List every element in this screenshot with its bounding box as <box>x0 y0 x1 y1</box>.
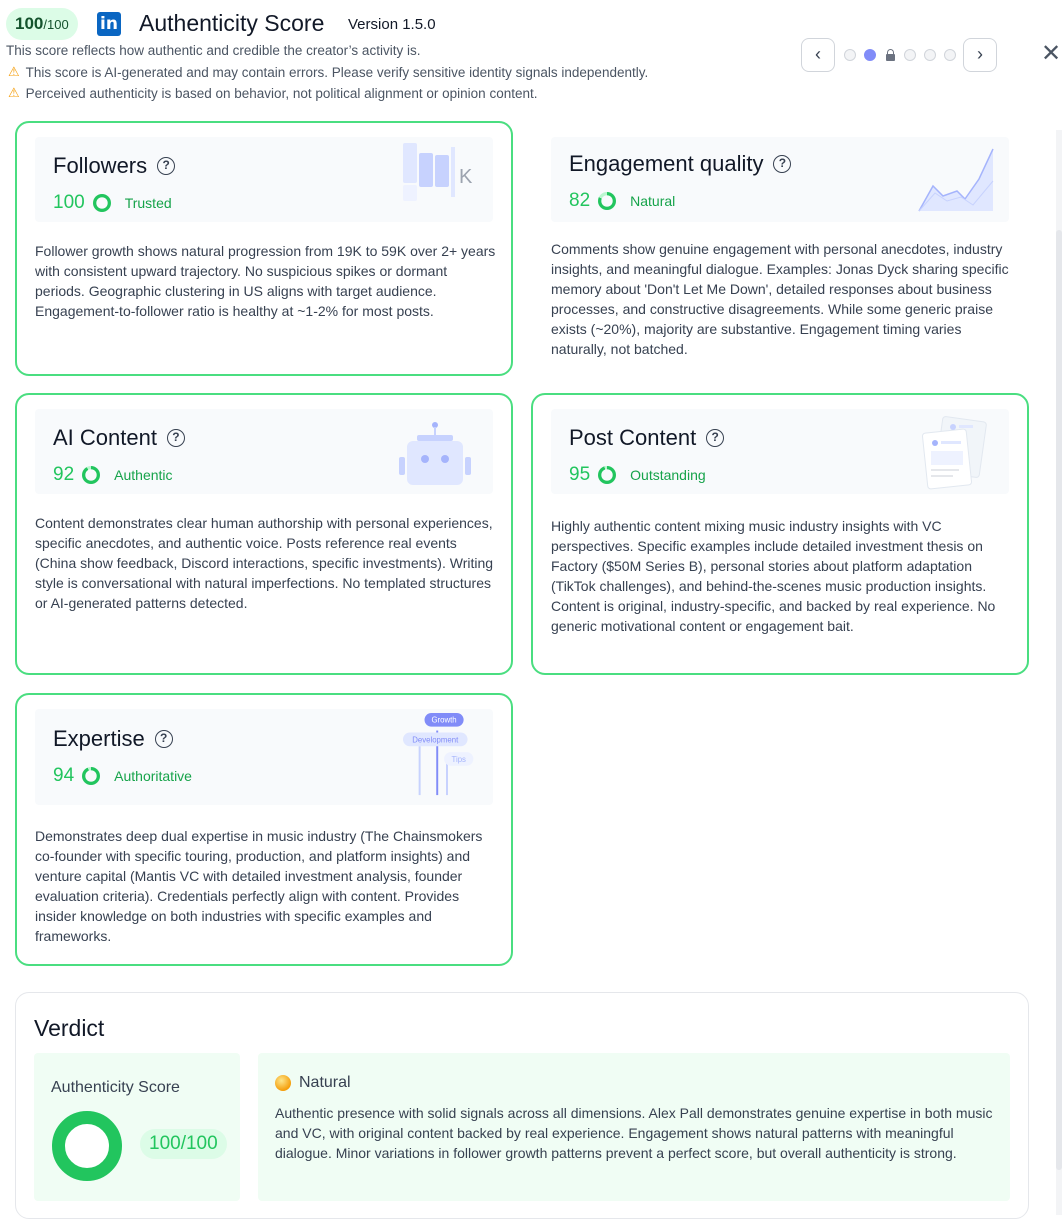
card-title: Engagement quality <box>569 151 764 176</box>
card-expertise <box>15 693 513 966</box>
scrollbar-thumb[interactable] <box>1056 230 1062 1170</box>
close-icon: ✕ <box>1041 40 1062 67</box>
score-ring-icon <box>598 192 616 210</box>
coin-icon <box>275 1075 291 1091</box>
card-title-row <box>569 425 724 451</box>
verdict-summary-text: Authentic presence with solid signals across all dimensions. Alex Pall demonstrates genuine expertise in both music and VC, with original content backed by real experience. Engagement shows natural patterns with meaningful dialogue. Minor variations in follower growth patterns prevent a perfect score, but overall authenticity is strong. <box>275 1105 993 1161</box>
score-label: Authoritative <box>114 768 192 784</box>
robot-icon <box>395 413 485 490</box>
card-title: Followers <box>53 153 148 178</box>
next-button[interactable] <box>963 38 997 72</box>
card-header <box>35 709 493 805</box>
score-label: Outstanding <box>630 467 706 483</box>
page-title: Authenticity Score <box>139 10 325 36</box>
card-engagement <box>531 121 1029 376</box>
pager-dot[interactable] <box>844 49 856 61</box>
lock-icon <box>884 49 896 61</box>
card-title: Post Content <box>569 425 697 450</box>
posts-icon <box>911 413 1001 490</box>
score-description: This score reflects how authentic and credible the creator’s activity is. <box>6 43 421 58</box>
card-title: Expertise <box>53 726 145 751</box>
score-ring-icon <box>82 466 100 484</box>
card-title-row <box>53 153 175 179</box>
help-icon[interactable]: ? <box>167 429 185 447</box>
card-post-content <box>531 393 1029 675</box>
score-value: 92 <box>53 464 75 485</box>
warning-icon: ⚠ <box>8 85 20 100</box>
verdict-title: Verdict <box>34 1015 105 1041</box>
overall-score-max: /100 <box>43 17 69 32</box>
score-donut-icon <box>52 1111 122 1181</box>
score-ring-icon <box>93 194 111 212</box>
score-label: Trusted <box>124 195 172 211</box>
card-body: Follower growth shows natural progression from 19K to 59K over 2+ years with consistent upward trajectory. No suspicious spikes or dormant periods. Geographic clustering in US aligns with target audience. Engagement-to-follower ratio is healthy at ~1-2% for most posts. <box>35 243 496 319</box>
verdict-category <box>275 1074 351 1092</box>
verdict-panel <box>15 992 1029 1219</box>
card-title: AI Content <box>53 425 157 450</box>
card-score <box>53 192 172 214</box>
verdict-category-label: Natural <box>299 1074 351 1091</box>
card-body: Content demonstrates clear human authorship with personal experiences, specific anecdotes, and authentic voice. Posts reference real events (China show feedback, Discord interactions, specific investments). Writing style is conversational with natural imperfections. No templated structures or AI-generated patterns detected. <box>35 515 494 611</box>
help-icon[interactable]: ? <box>157 157 175 175</box>
warning-ai-generated <box>8 64 648 80</box>
version-label: Version 1.5.0 <box>348 16 436 33</box>
warning-text: This score is AI-generated and may contain errors. Please verify sensitive identity signals independently. <box>25 64 649 80</box>
card-followers <box>15 121 513 376</box>
card-score <box>569 190 675 212</box>
pager-dot-active[interactable] <box>864 49 876 61</box>
score-value: 94 <box>53 765 75 786</box>
card-title-row <box>53 425 185 451</box>
card-header <box>551 409 1009 494</box>
card-header <box>551 137 1009 222</box>
tag-tips: Tips <box>451 754 466 764</box>
pager-dot[interactable] <box>904 49 916 61</box>
card-header <box>35 409 493 494</box>
help-icon[interactable]: ? <box>773 155 791 173</box>
card-score <box>569 464 706 486</box>
card-ai-content <box>15 393 513 675</box>
warning-text: Perceived authenticity is based on behavior, not political alignment or opinion content. <box>25 85 538 101</box>
pager-dot[interactable] <box>944 49 956 61</box>
card-header <box>35 137 493 222</box>
card-title-row <box>53 726 173 752</box>
followers-chart-icon <box>395 141 485 218</box>
authenticity-score-value: 100/100 <box>140 1129 227 1159</box>
score-label: Natural <box>630 193 676 209</box>
tag-growth: Growth <box>431 715 457 725</box>
card-title-row <box>569 151 791 177</box>
expertise-tree-icon <box>403 711 491 799</box>
verdict-summary-box <box>258 1053 1010 1201</box>
prev-button[interactable] <box>801 38 835 72</box>
pager-dot[interactable] <box>924 49 936 61</box>
authenticity-score-label: Authenticity Score <box>51 1079 180 1096</box>
card-body: Highly authentic content mixing music industry insights with VC perspectives. Specific examples include detailed investment thesis on Factory ($50M Series B), personal stories about platform adaptation (TikTok challenges), and behind-the-scenes music production insights. Content is original, industry-specific, and backed by real experience. No generic motivational content or engagement bait. <box>551 518 996 634</box>
score-value: 95 <box>569 464 591 485</box>
score-value: 100 <box>53 192 85 213</box>
overall-score-badge <box>6 8 78 40</box>
chevron-left-icon: ‹ <box>815 44 821 64</box>
card-score <box>53 464 173 486</box>
tag-development: Development <box>412 735 459 745</box>
card-body: Comments show genuine engagement with personal anecdotes, industry insights, and meaningful dialogue. Examples: Jonas Dyck sharing specific memory about 'Don't Let Me Down', detailed responses about business processes, and constructive disagreements. While some generic praise exists (~20%), majority are substantive. Engagement timing varies naturally, not batched. <box>551 241 1009 357</box>
pager-dots <box>844 49 956 61</box>
linkedin-icon: in <box>97 12 121 36</box>
card-score <box>53 765 192 787</box>
engagement-chart-icon <box>911 141 1001 218</box>
score-value: 82 <box>569 190 591 211</box>
warning-perceived <box>8 85 537 101</box>
score-ring-icon <box>598 466 616 484</box>
authenticity-score-box <box>34 1053 240 1201</box>
help-icon[interactable]: ? <box>155 730 173 748</box>
chevron-right-icon: › <box>977 44 983 64</box>
header <box>0 0 1062 118</box>
card-body: Demonstrates deep dual expertise in music industry (The Chainsmokers co-founder with specific touring, production, and platform insights) and venture capital (Mantis VC with detailed investment analysis, founder evaluation criteria). Credentials perfectly align with content. Provides insider knowledge on both industries with specific examples and frameworks. <box>35 828 483 944</box>
help-icon[interactable]: ? <box>706 429 724 447</box>
overall-score-value: 100 <box>15 14 44 33</box>
close-button[interactable] <box>1041 40 1061 68</box>
score-label: Authentic <box>114 467 173 483</box>
illus-letter: K <box>459 166 473 188</box>
warning-icon: ⚠ <box>8 64 20 79</box>
score-ring-icon <box>82 767 100 785</box>
